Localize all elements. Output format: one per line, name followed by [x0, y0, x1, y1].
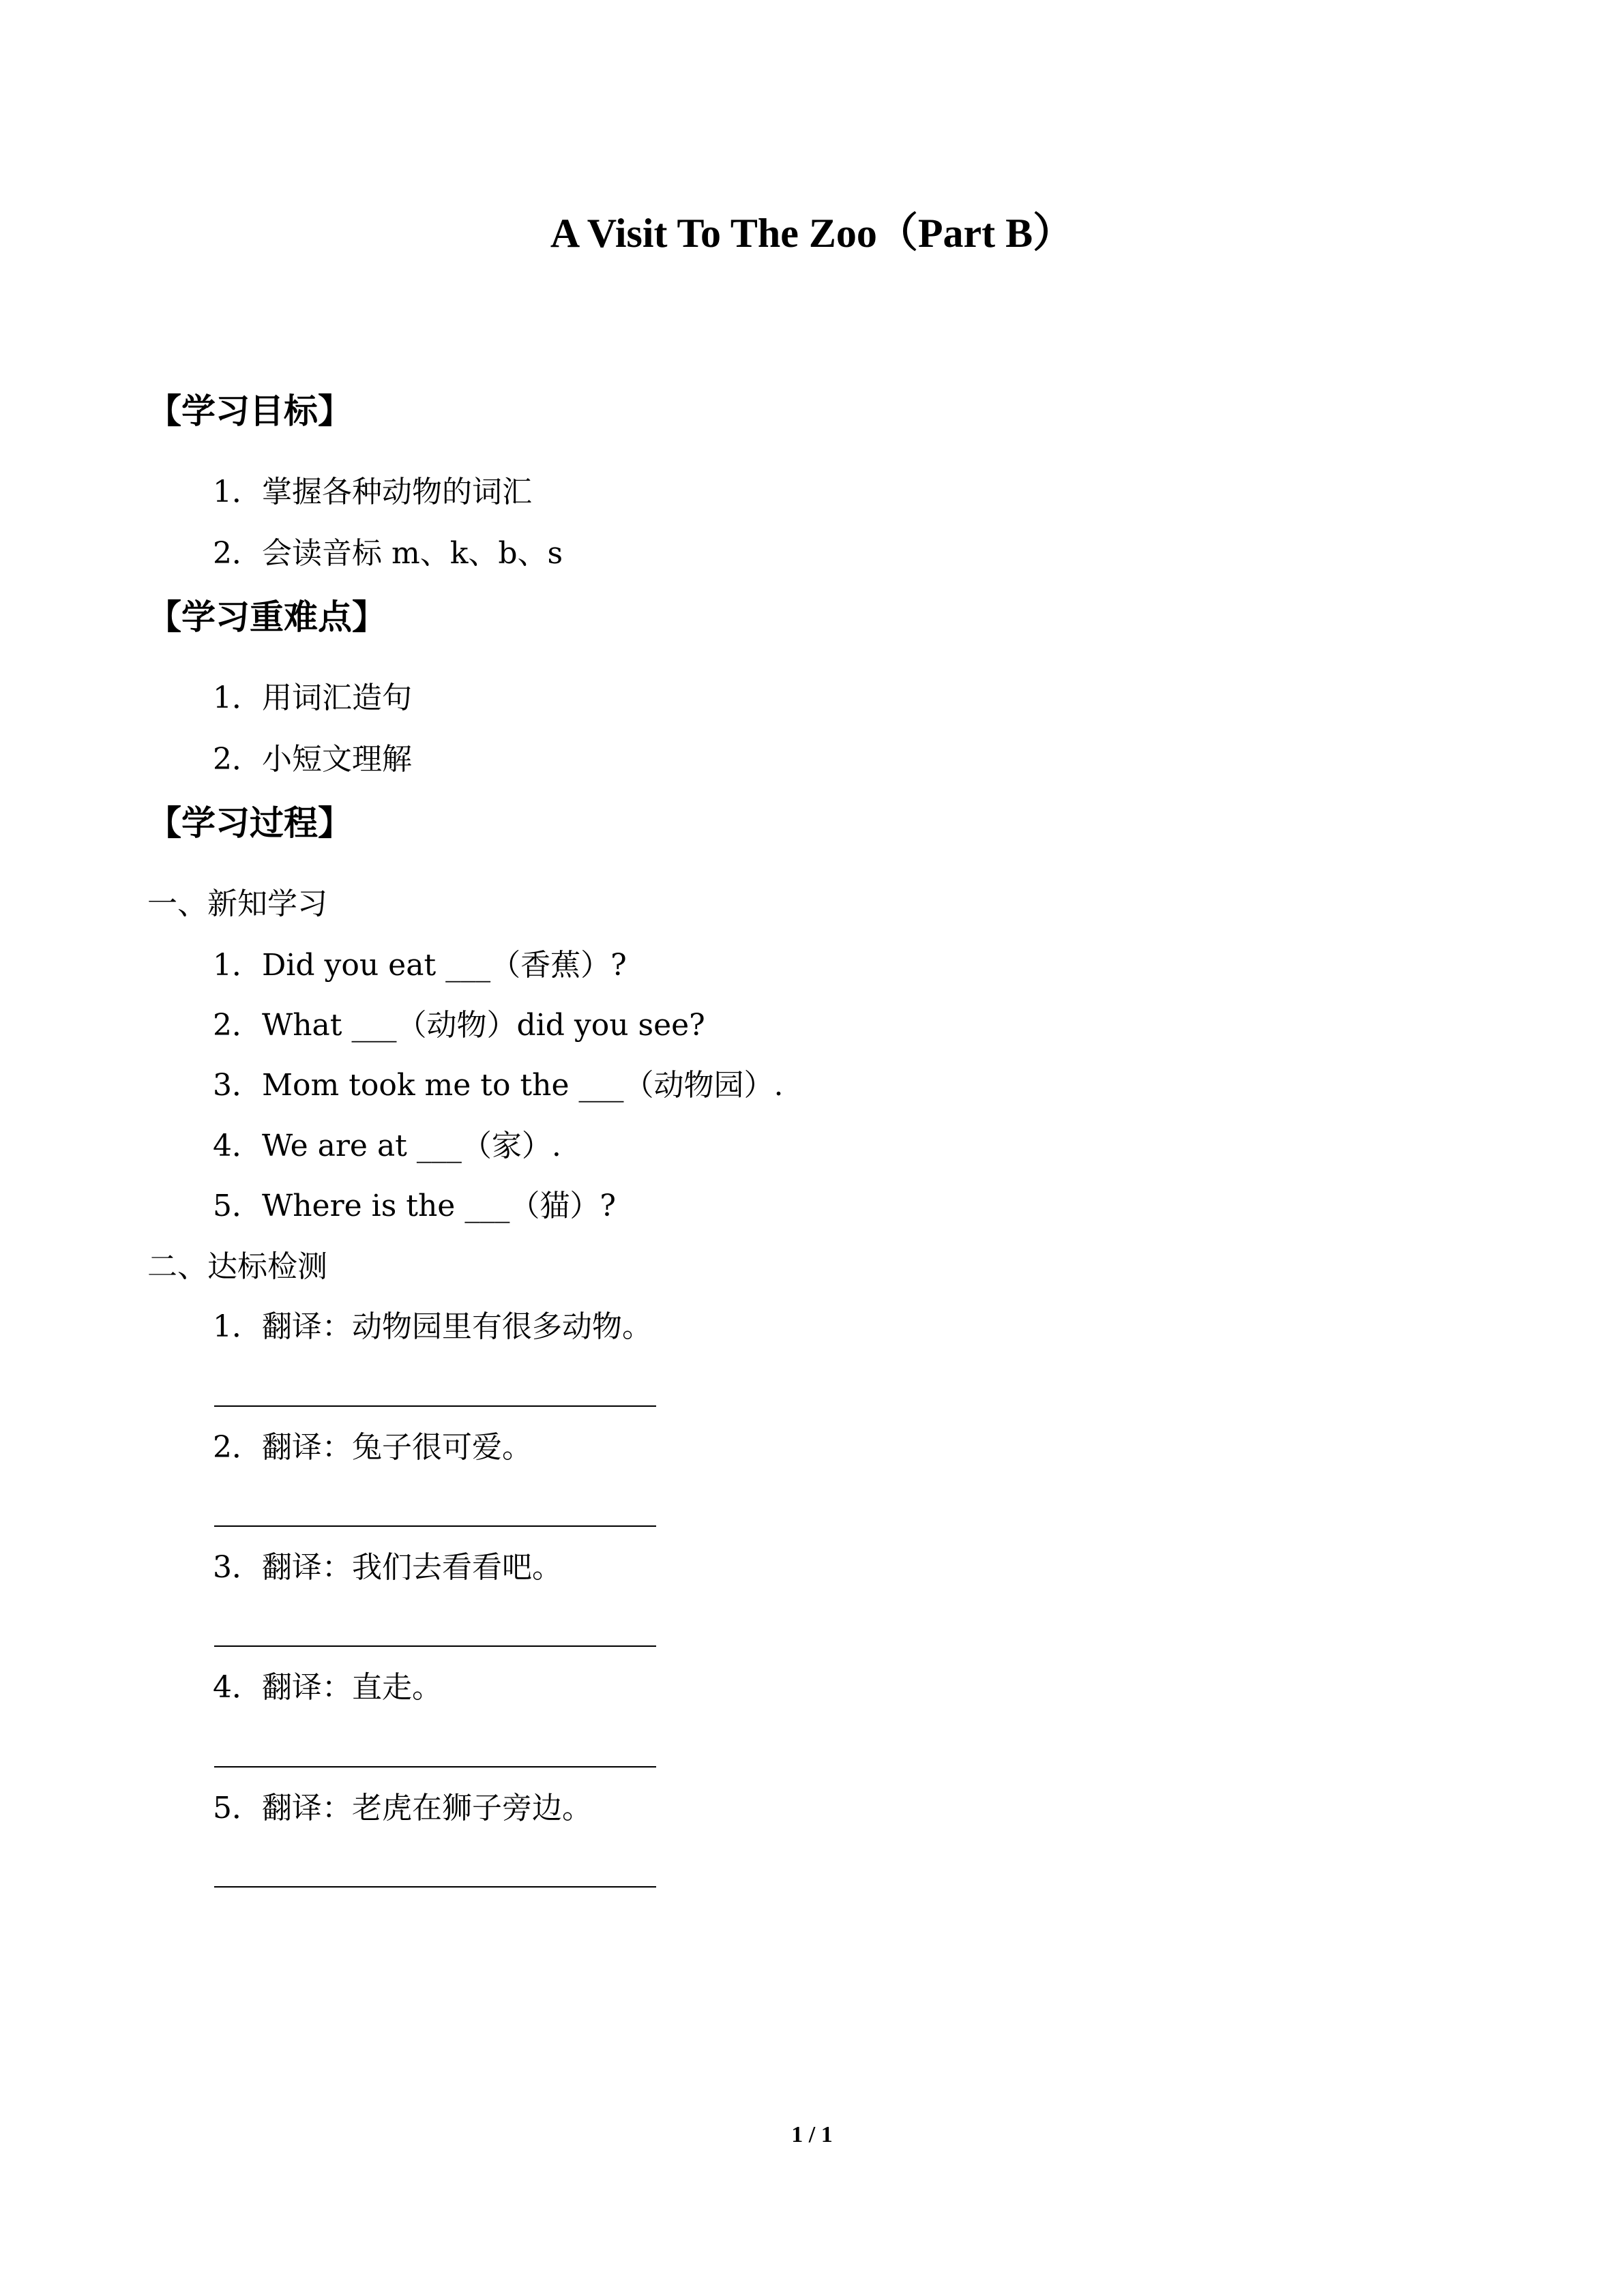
answer-line-2	[214, 1525, 656, 1527]
fill-blank-item-3: 3．Mom took me to the ___（动物园）.	[213, 1068, 784, 1103]
answer-line-1	[214, 1405, 656, 1407]
translation-item-1: 1．翻译：动物园里有很多动物。	[213, 1309, 652, 1344]
objectives-heading: 【学习目标】	[147, 391, 352, 431]
objective-item-2: 2．会读音标 m、k、b、s	[213, 536, 563, 571]
fill-blank-item-2: 2．What ___（动物）did you see?	[213, 1008, 705, 1043]
translation-item-3: 3．翻译：我们去看看吧。	[213, 1550, 562, 1585]
fill-blank-item-5: 5．Where is the ___（猫）?	[213, 1189, 616, 1223]
translation-item-4: 4．翻译：直走。	[213, 1670, 442, 1705]
assessment-heading: 二、达标检测	[147, 1249, 327, 1284]
translation-item-2: 2．翻译：兔子很可爱。	[213, 1430, 532, 1465]
process-heading: 【学习过程】	[147, 803, 352, 843]
translation-item-5: 5．翻译：老虎在狮子旁边。	[213, 1791, 592, 1825]
page-title: A Visit To The Zoo（Part B）	[550, 211, 1074, 256]
key-points-heading: 【学习重难点】	[147, 597, 386, 637]
fill-blank-item-1: 1．Did you eat ___（香蕉）?	[213, 948, 627, 983]
page-number: 1 / 1	[791, 2122, 833, 2147]
answer-line-5	[214, 1886, 656, 1888]
key-point-item-2: 2．小短文理解	[213, 742, 412, 777]
objective-item-1: 1．掌握各种动物的词汇	[213, 475, 532, 509]
answer-line-4	[214, 1766, 656, 1768]
answer-line-3	[214, 1645, 656, 1647]
key-point-item-1: 1．用词汇造句	[213, 681, 412, 715]
fill-blank-item-4: 4．We are at ___（家）.	[213, 1129, 561, 1163]
new-knowledge-heading: 一、新知学习	[147, 886, 327, 921]
